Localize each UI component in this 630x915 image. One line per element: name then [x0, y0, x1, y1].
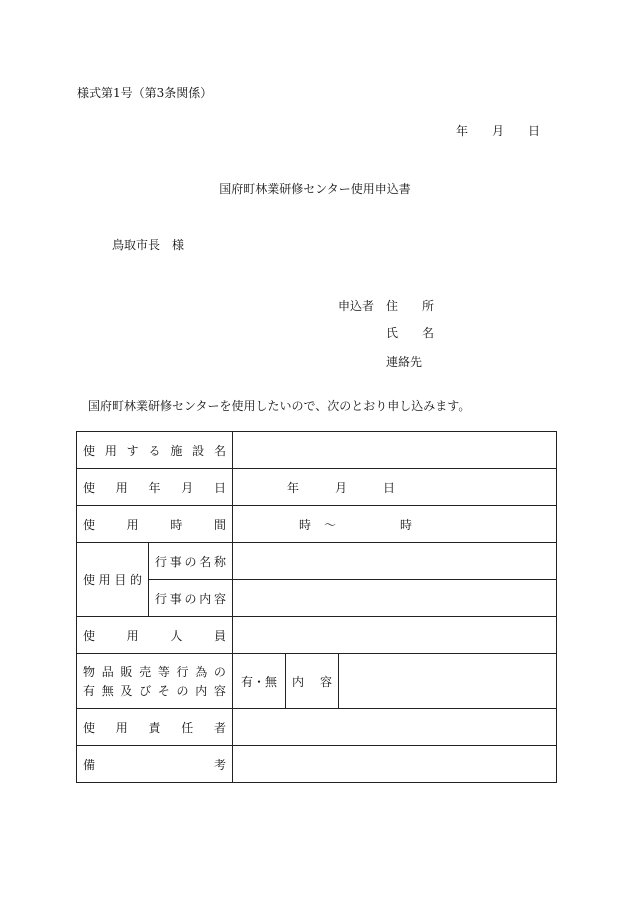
- label-char: 容: [320, 674, 333, 689]
- people-label: [77, 617, 233, 654]
- usedate-month: 月: [335, 480, 348, 495]
- label-char: 有: [83, 684, 96, 698]
- sales-label: [77, 654, 233, 709]
- sales-label-lines: [83, 663, 226, 699]
- date-month: 月: [491, 124, 504, 138]
- label-char: 使: [83, 480, 96, 495]
- intro-text: 国府町林業研修センターを使用したいので、次のとおり申し込みます。: [88, 399, 471, 413]
- label-char: 目: [114, 573, 127, 587]
- applicant-name-label: [386, 324, 434, 341]
- people-value[interactable]: [233, 617, 557, 654]
- label-char: 用: [126, 628, 139, 643]
- label-chars: [83, 571, 142, 588]
- address-char: 住: [386, 299, 399, 313]
- label-char: 事: [169, 591, 182, 606]
- date-day: 日: [527, 124, 540, 138]
- label-char: 責: [148, 720, 161, 735]
- event-name-value[interactable]: [233, 543, 557, 580]
- manager-value[interactable]: [233, 709, 557, 746]
- usetime-tilde: ～: [324, 517, 337, 532]
- label-chars: [83, 516, 226, 533]
- sales-content-value[interactable]: [339, 654, 557, 709]
- label-char: 員: [213, 628, 226, 643]
- label-char: 用: [115, 720, 128, 735]
- application-table: [76, 431, 557, 783]
- label-chars: [83, 719, 226, 736]
- label-char: 名: [213, 443, 226, 458]
- remarks-value[interactable]: [233, 746, 557, 783]
- applicant-address-label: [386, 297, 434, 314]
- label-char: 使: [83, 517, 96, 532]
- addressee: 鳥取市長 様: [112, 238, 185, 252]
- label-char: 名: [199, 554, 212, 569]
- table-row-manager: [77, 709, 557, 746]
- usetime-end-hour: 時: [400, 517, 413, 532]
- label-char: 用: [104, 443, 117, 458]
- label-char: 等: [157, 665, 170, 679]
- label-char: 及: [120, 684, 133, 698]
- table-row-event-name: [77, 543, 557, 580]
- facility-value[interactable]: [233, 432, 557, 469]
- label-char: 行: [155, 591, 168, 606]
- table-row-usetime: [77, 506, 557, 543]
- label-char: 月: [181, 480, 194, 495]
- label-char: 行: [176, 665, 189, 679]
- label-chars: [83, 663, 226, 680]
- label-chars: [83, 479, 226, 496]
- label-char: 使: [83, 720, 96, 735]
- label-char: 設: [192, 443, 205, 458]
- label-char: そ: [157, 684, 170, 698]
- date-line: [456, 122, 540, 139]
- label-char: の: [184, 591, 197, 606]
- sales-content-label: [286, 654, 339, 709]
- label-char: 内: [292, 674, 305, 689]
- label-chars: [83, 627, 226, 644]
- label-char: 無: [101, 684, 114, 698]
- usedate-values: [233, 479, 556, 496]
- label-char: 称: [214, 554, 227, 569]
- usedate-label: [77, 469, 233, 506]
- label-char: す: [126, 443, 139, 458]
- remarks-label: [77, 746, 233, 783]
- label-char: 販: [120, 665, 133, 679]
- label-char: び: [139, 684, 152, 698]
- usetime-label: [77, 506, 233, 543]
- usedate-year: 年: [287, 480, 300, 495]
- label-char: 間: [213, 517, 226, 532]
- table-row-people: [77, 617, 557, 654]
- sales-option[interactable]: 有・無: [233, 654, 286, 709]
- label-chars: [83, 682, 226, 699]
- applicant-contact-label: 連絡先: [386, 355, 423, 369]
- label-char: 用: [126, 517, 139, 532]
- label-char: 内: [195, 684, 208, 698]
- event-content-label: [149, 580, 233, 617]
- label-char: 用: [115, 480, 128, 495]
- label-char: の: [213, 665, 226, 679]
- label-char: 用: [98, 573, 111, 587]
- label-char: 的: [129, 573, 142, 587]
- table-row-facility: [77, 432, 557, 469]
- event-name-label: [149, 543, 233, 580]
- label-char: 事: [169, 554, 182, 569]
- event-content-value[interactable]: [233, 580, 557, 617]
- facility-label: [77, 432, 233, 469]
- label-char: 任: [181, 720, 194, 735]
- label-char: 使: [83, 628, 96, 643]
- label-char: 備: [83, 757, 96, 772]
- name-char: 名: [421, 326, 434, 340]
- usedate-day: 日: [383, 480, 396, 495]
- label-chars: [83, 442, 226, 459]
- label-chars: [155, 553, 226, 570]
- label-char: 年: [148, 480, 161, 495]
- table-row-usedate: [77, 469, 557, 506]
- usetime-start-hour: 時: [299, 517, 312, 532]
- form-number: 様式第1号（第3条関係）: [77, 86, 213, 100]
- label-char: 容: [213, 684, 226, 698]
- usetime-value[interactable]: [233, 506, 557, 543]
- label-char: 行: [155, 554, 168, 569]
- label-char: 考: [214, 757, 227, 772]
- label-char: の: [184, 554, 197, 569]
- label-char: 使: [83, 443, 96, 458]
- label-char: 施: [170, 443, 183, 458]
- label-char: 使: [83, 573, 96, 587]
- label-char: 日: [214, 480, 227, 495]
- label-char: 者: [214, 720, 227, 735]
- label-char: 為: [195, 665, 208, 679]
- label-char: 売: [139, 665, 152, 679]
- label-chars: [292, 673, 332, 690]
- table-row-remarks: [77, 746, 557, 783]
- address-char: 所: [421, 299, 434, 313]
- label-char: 容: [214, 591, 227, 606]
- label-char: 時: [170, 517, 183, 532]
- label-char: る: [148, 443, 161, 458]
- label-char: 内: [199, 591, 212, 606]
- usetime-values: [233, 516, 556, 533]
- purpose-label: [77, 543, 149, 617]
- label-char: 人: [170, 628, 183, 643]
- label-char: 物: [83, 665, 96, 679]
- page-title: 国府町林業研修センター使用申込書: [219, 182, 411, 196]
- label-char: の: [176, 684, 189, 698]
- manager-label: [77, 709, 233, 746]
- label-chars: [155, 590, 226, 607]
- label-chars: [83, 756, 226, 773]
- usedate-value[interactable]: [233, 469, 557, 506]
- label-char: 品: [101, 665, 114, 679]
- table-row-sales: [77, 654, 557, 709]
- applicant-label: 申込者: [338, 299, 375, 313]
- date-year: 年: [456, 124, 469, 138]
- table-row-event-content: [77, 580, 557, 617]
- name-char: 氏: [386, 326, 399, 340]
